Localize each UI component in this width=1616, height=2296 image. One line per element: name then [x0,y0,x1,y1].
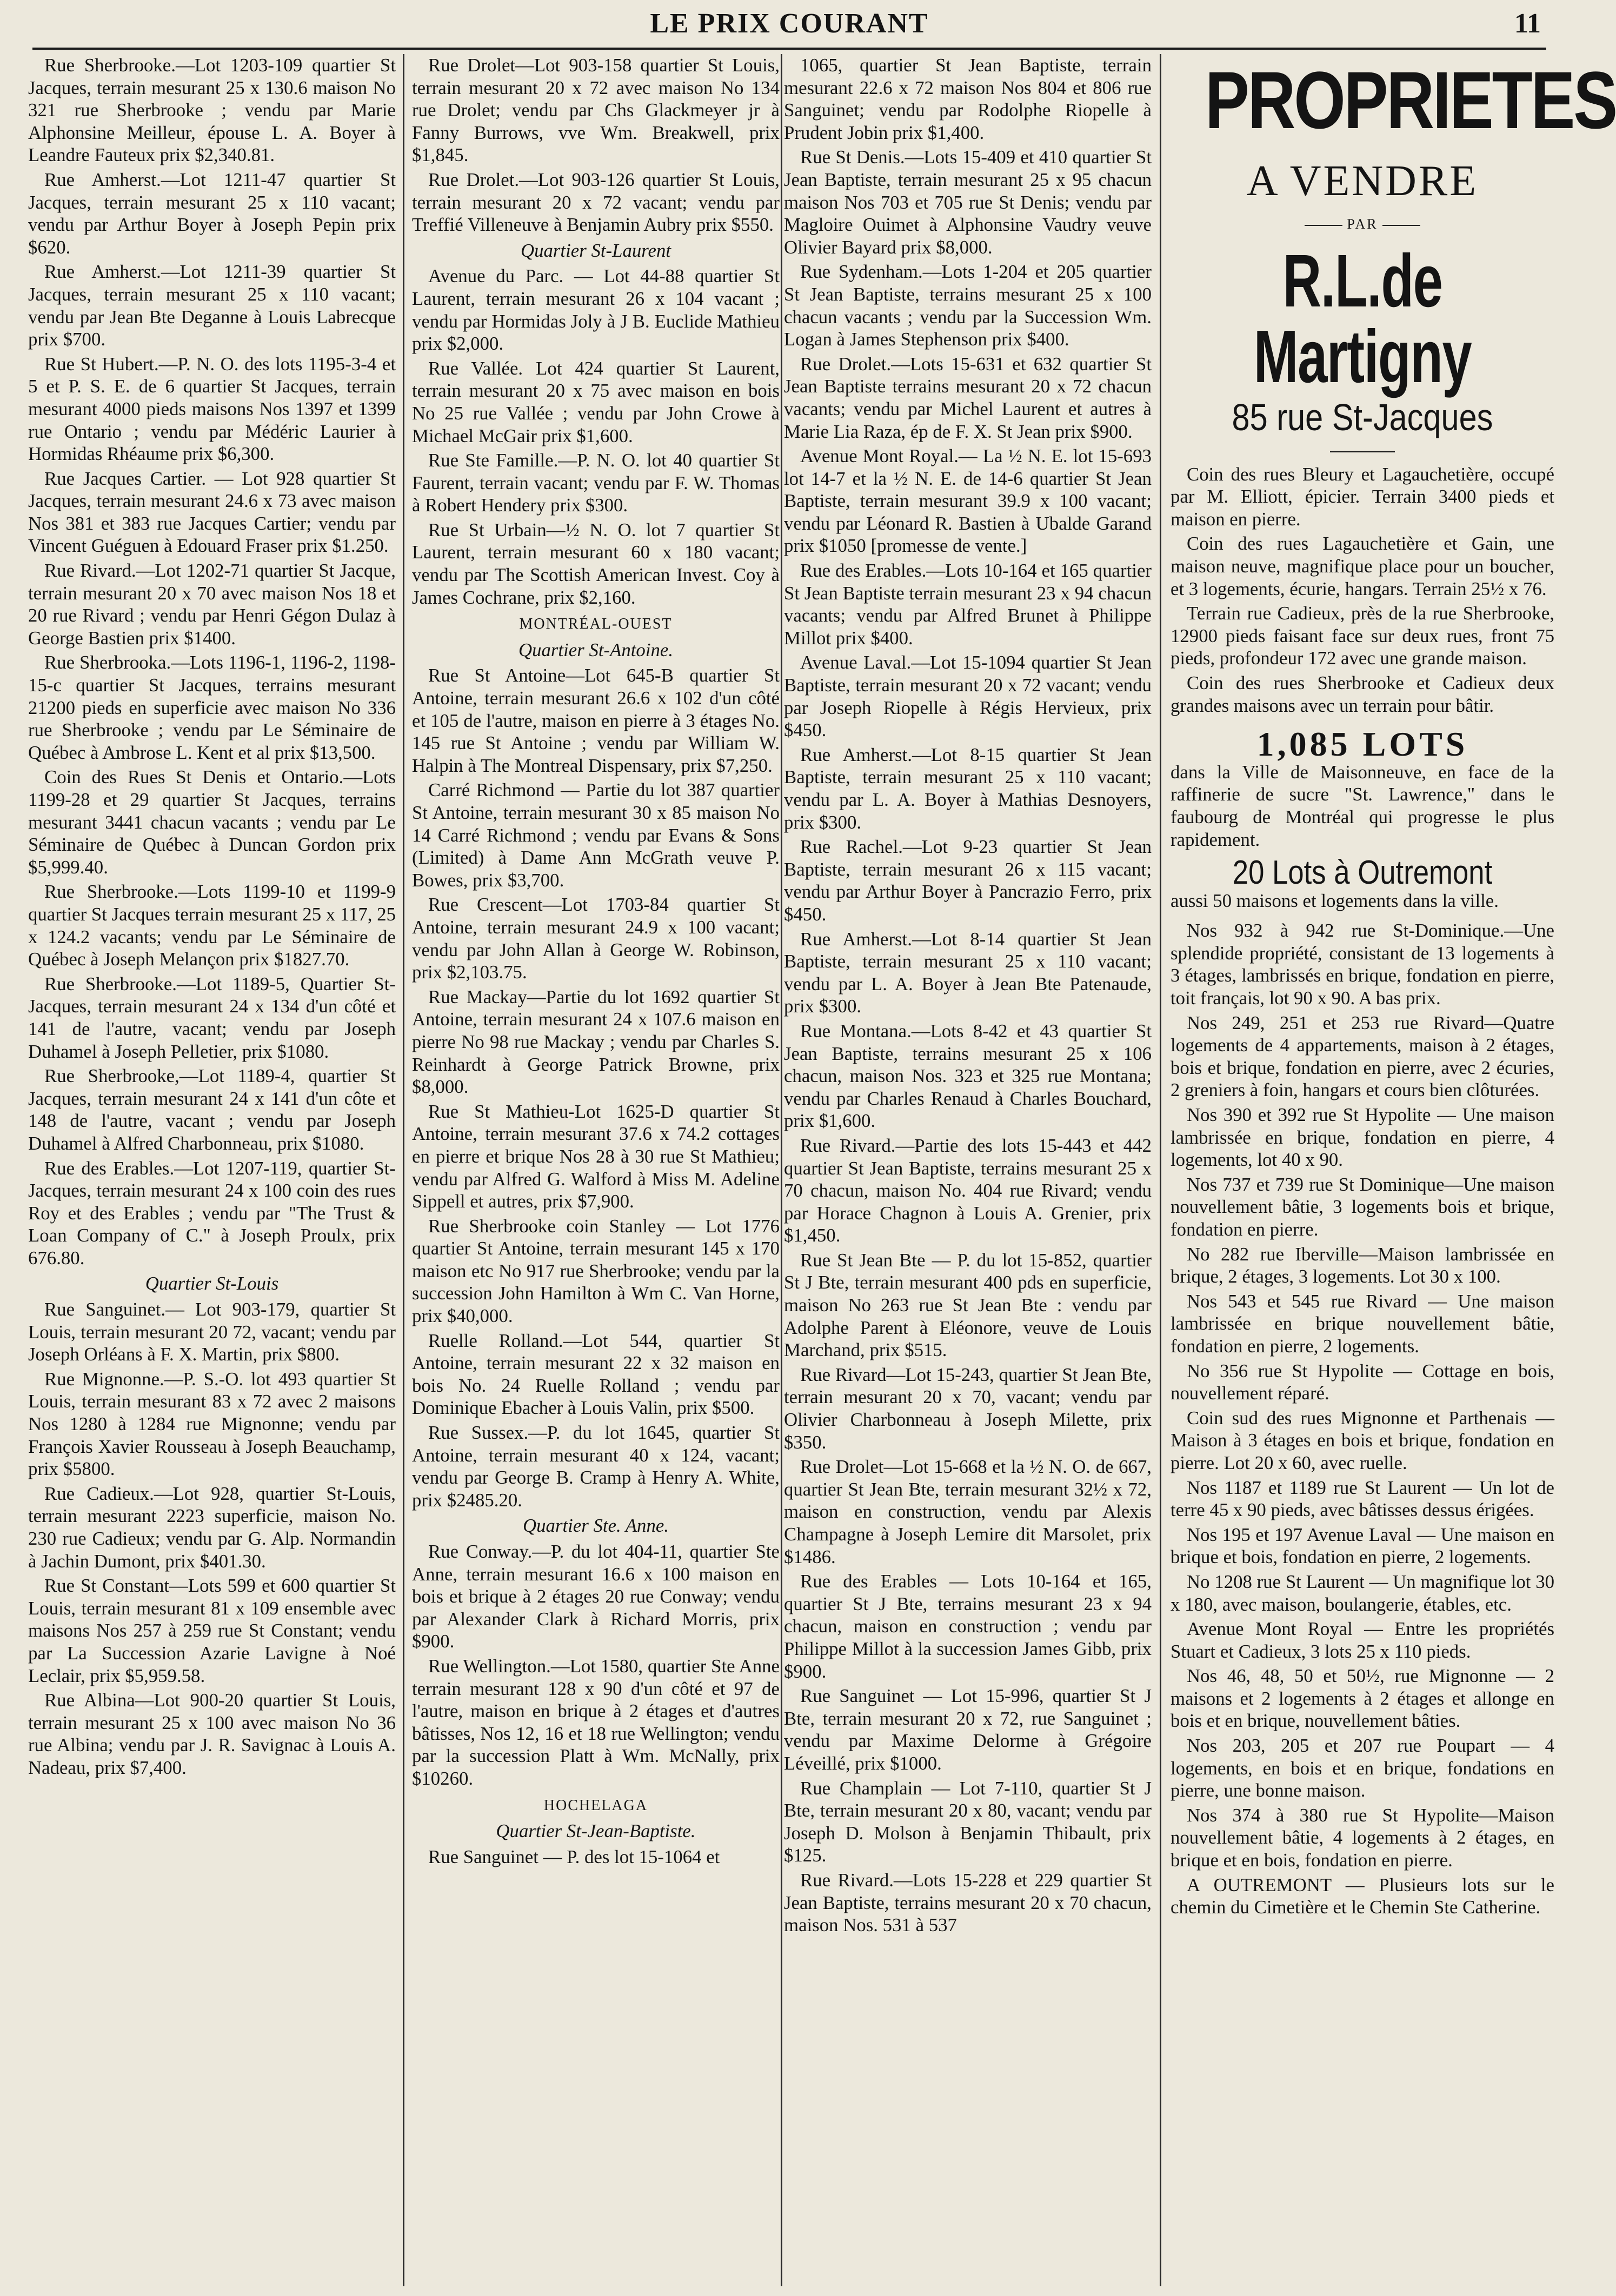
listing-entry: Rue des Erables.—Lot 1207-119, quartier St-Jacques, terrain mesurant 24 x 100 coin des rues Roy et des Erables ; vendu par "The Trust & Loan Company of C." à Joseph Proulx, prix 676.80. [28,1157,396,1269]
listing-entry: Rue Sanguinet.— Lot 903-179, quartier St Louis, terrain mesurant 20 72, vacant; vendu par Joseph Orléans à F. X. Martin, prix $800. [28,1299,396,1365]
listing-entry: Avenue du Parc. — Lot 44-88 quartier St Laurent, terrain mesurant 26 x 104 vacant ; vendu par Hormidas Joly à J B. Euclide Mathieu prix $2,000. [412,265,780,355]
advertisement-column [1171,54,1616,2286]
listing-entry: Rue Conway.—P. du lot 404-11, quartier Ste Anne, terrain mesurant 16.6 x 100 maison en bois et brique à 2 étages 20 rue Conway; vendu par Alexander Clark à Richard Morris, prix $900. [412,1541,780,1652]
section-heading: Quartier St-Louis [145,1273,279,1294]
ad-listings [1171,919,1554,1919]
listing-entry: Rue St Mathieu-Lot 1625-D quartier St Antoine, terrain mesurant 37.6 x 74.2 cottages en pierre et brique Nos 28 à 30 rue St Mathieu; vendu par Alfred G. Walford à Miss M. Adeline Sippell et autres, prix $7,900. [412,1100,780,1212]
ad-outremont-text: aussi 50 maisons et logements dans la ville. [1171,890,1499,911]
listing-entry: Ruelle Rolland.—Lot 544, quartier St Antoine, terrain mesurant 22 x 32 maison en bois No. 24 Ruelle Rolland ; vendu par Dominique Ebacher à Louis Valin, prix $500. [412,1330,780,1419]
listing-entry: Rue Amherst.—Lot 8-15 quartier St Jean Baptiste, terrain mesurant 25 x 110 vacant; vendu par L. A. Boyer à Mathias Desnoyers, prix $300. [784,744,1152,833]
listing-entry: Rue Amherst.—Lot 8-14 quartier St Jean Baptiste, terrain mesurant 25 x 110 vacant; vendu par L. A. Boyer à Jean Bte Patenaude, prix $300. [784,928,1152,1017]
newspaper-title: LE PRIX COURANT [650,8,929,39]
ad-intro-entry: Coin des rues Sherbrooke et Cadieux deux grandes maisons avec un terrain pour bâtir. [1171,672,1554,716]
ad-listing-entry: No 356 rue St Hypolite — Cottage en bois, nouvellement réparé. [1171,1360,1554,1404]
ad-intro-entry: Terrain rue Cadieux, près de la rue Sherbrooke, 12900 pieds faisant face sur deux rues, front 75 pieds, profondeur 172 avec une grande maison. [1171,603,1554,669]
listing-entry: Rue Sherbrooke,—Lot 1189-4, quartier St Jacques, terrain mesurant 24 x 141 d'un côte et 148 de l'autre, vacant ; vendu par Joseph Duhamel à Alfred Charbonneau, prix $1080. [28,1065,396,1154]
listing-entry: Rue Crescent—Lot 1703-84 quartier St Antoine, terrain mesurant 24.9 x 100 vacant; vendu par John Allan à George W. Robinson, prix $2,103.75. [412,894,780,983]
listing-entry: Rue St Antoine—Lot 645-B quartier St Antoine, terrain mesurant 26.6 x 102 d'un côté et 105 de l'autre, maison en pierre à 3 étages No. 145 rue St Antoine ; vendu par William W. Halpin à The Montreal Dispensary, prix $7,250. [412,665,780,776]
listing-entry: Rue Amherst.—Lot 1211-39 quartier St Jacques, terrain mesurant 25 x 110 vacant; vendu par Jean Bte Deganne à Louis Labrecque prix $700. [28,261,396,350]
listing-entry: 1065, quartier St Jean Baptiste, terrain mesurant 22.6 x 72 maison Nos 804 et 806 rue Sanguinet; vendu par Rodolphe Riopelle à Prudent Jobin prix $1,400. [784,55,1152,143]
listing-entry: Rue St Jean Bte — P. du lot 15-852, quartier St J Bte, terrain mesurant 400 pds en superficie, maison No 263 rue St Jean Bte : vendu par Adolphe Parent à Eléonore, veuve de Louis Marchand, prix $515. [784,1249,1152,1361]
listing-entry: Rue des Erables — Lots 10-164 et 165, quartier St J Bte, terrains mesurant 23 x 94 chacun, maison en construction ; vendu par Philippe Millot à la succession James Gibb, prix $900. [784,1571,1152,1682]
page-number: 11 [1514,8,1541,39]
listing-entry: Rue Rivard—Lot 15-243, quartier St Jean Bte, terrain mesurant 20 x 70, vacant; vendu par Olivier Charbonneau à Joseph Milette, prix $350. [784,1364,1152,1453]
ad-lots-title: 1,085 LOTS [1256,725,1468,764]
ad-listing-entry: Avenue Mont Royal — Entre les propriétés Stuart et Cadieux, 3 lots 25 x 110 pieds. [1171,1618,1554,1662]
listing-entry: Rue Sherbrooke.—Lots 1199-10 et 1199-9 quartier St Jacques terrain mesurant 25 x 117, 25 x 124.2 vacants; vendu par Le Séminaire de Québec à Joseph Melançon prix $1827.70. [28,881,396,970]
page-header [32,4,1546,50]
column-3 [784,54,1152,2286]
listing-entry: Rue Cadieux.—Lot 928, quartier St-Louis, terrain mesurant 2223 superficie, maison No. 230 rue Cadieux; vendu par G. Alp. Normandin à Jachin Dumont, prix $401.30. [28,1483,396,1572]
listing-entry: Rue Sherbrooka.—Lots 1196-1, 1196-2, 1198-15-c quartier St Jacques, terrains mesurant 21200 pieds en superficie avec maison No 336 rue Sherbrooke ; vendu par Le Séminaire de Québec à Ambrose L. Kent et al prix $13,500. [28,652,396,763]
ad-listing-entry: Nos 1187 et 1189 rue St Laurent — Un lot de terre 45 x 90 pieds, avec bâtisses dessus érigées. [1171,1477,1554,1521]
divider [1330,451,1395,452]
district-heading: HOCHELAGA [543,1797,648,1814]
listing-entry: Rue Sydenham.—Lots 1-204 et 205 quartier St Jean Baptiste, terrains mesurant 25 x 100 chacun vacants ; vendu par la Succession Wm. Logan à James Stephenson prix $400. [784,261,1152,350]
listing-entry: Carré Richmond — Partie du lot 387 quartier St Antoine, terrain mesurant 30 x 85 maison No 14 Carré Richmond ; vendu par Evans & Sons (Limited) à Dame Ann McGrath veuve P. Bowes, prix $3,700. [412,779,780,891]
listing-entry: Rue Albina—Lot 900-20 quartier St Louis, terrain mesurant 25 x 100 avec maison No 36 rue Albina; vendu par J. R. Savignac à Louis A. Nadeau, prix $7,400. [28,1690,396,1778]
column-rule [403,54,404,2286]
listing-entry: Rue Champlain — Lot 7-110, quartier St J Bte, terrain mesurant 20 x 80, vacant; vendu par Joseph D. Molson à Benjamin Thibault, prix $125. [784,1777,1152,1866]
section-heading: Quartier St-Antoine. [518,639,674,660]
ad-listing-entry: Nos 249, 251 et 253 rue Rivard—Quatre logements de 4 appartements, maison à 2 étages, bois et brique, fondation en pierre, avec 2 écuries, 2 greniers à foin, hangars et cours bien clôturées. [1171,1012,1554,1101]
listing-entry: Rue Mackay—Partie du lot 1692 quartier St Antoine, terrain mesurant 24 x 107.6 maison en pierre No 98 rue Mackay ; vendu par Charles S. Reinhardt à George Patrick Browne, prix $8,000. [412,986,780,1098]
listing-entry: Rue Jacques Cartier. — Lot 928 quartier St Jacques, terrain mesurant 24.6 x 73 avec maison Nos 381 et 383 rue Jacques Cartier; vendu par Vincent Guéguen à Edouard Fraser prix $1.250. [28,468,396,557]
ad-listing-entry: Nos 737 et 739 rue St Dominique—Une maison nouvellement bâtie, 3 logements bois et brique, fondation en pierre. [1171,1173,1554,1240]
ad-listing-entry: Nos 932 à 942 rue St-Dominique.—Une splendide propriété, consistant de 13 logements à 3 étages, lambrissés en brique, fondation en pierre, toit français, lot 90 x 90. A bas prix. [1171,920,1554,1009]
ad-address: 85 rue St-Jacques [1232,396,1493,438]
ad-intro-list [1171,463,1554,717]
listing-entry: Rue Rivard.—Lot 1202-71 quartier St Jacque, terrain mesurant 20 x 70 avec maison Nos 18 et 20 rue Rivard ; vendu par Henri Gégon Dulaz à George Bastien prix $1400. [28,560,396,649]
listing-entry: Rue St Denis.—Lots 15-409 et 410 quartier St Jean Baptiste, terrain mesurant 25 x 95 chacun maison Nos 703 et 705 rue St Denis; vendu par Magloire Ouimet à Alphonsine Vaudry veuve Olivier Bayard prix $8,000. [784,146,1152,258]
ad-listing-entry: Nos 374 à 380 rue St Hypolite—Maison nouvellement bâtie, 4 logements à 2 étages, en brique et en bois, fondation en pierre. [1171,1804,1554,1871]
district-heading: MONTRÉAL-OUEST [519,616,673,633]
listing-entry: Rue St Urbain—½ N. O. lot 7 quartier St Laurent, terrain mesurant 60 x 180 vacant; vendu par The Scottish American Invest. Coy à James Cochrane, prix $2,160. [412,519,780,608]
ad-subhead: A VENDRE [1246,157,1479,205]
column-rule [781,54,782,2286]
section-heading: Quartier St-Jean-Baptiste. [496,1820,696,1842]
listing-entry: Rue Mignonne.—P. S.-O. lot 493 quartier St Louis, terrain mesurant 83 x 72 avec 2 maisons Nos 1280 à 1284 rue Mignonne; vendu par François Xavier Rousseau à Joseph Beauchamp, prix $5800. [28,1368,396,1480]
listing-entry: Rue St Hubert.—P. N. O. des lots 1195-3-4 et 5 et P. S. E. de 6 quartier St Jacques, terrain mesurant 4000 pieds maisons Nos 1397 et 1399 rue Ontario ; vendu par Médéric Laurier à Hormidas Rhéaume prix $6,300. [28,353,396,465]
ad-headline: PROPRIETES [1205,55,1616,145]
ad-listing-entry: Nos 195 et 197 Avenue Laval — Une maison en brique et bois, fondation en pierre, 2 logements. [1171,1524,1554,1568]
ad-listing-entry: Nos 203, 205 et 207 rue Poupart — 4 logements, en bois et en brique, fondations en pierre, une bonne maison. [1171,1735,1554,1801]
listing-entry: Rue Sherbrooke.—Lot 1189-5, Quartier St-Jacques, terrain mesurant 24 x 134 d'un côté et 141 de l'autre, vacant; vendu par Joseph Duhamel à Joseph Pelletier, prix $1080. [28,973,396,1062]
listing-entry: Rue Rachel.—Lot 9-23 quartier St Jean Baptiste, terrain mesurant 26 x 115 vacant; vendu par Arthur Boyer à Pancrazio Ferro, prix $450. [784,836,1152,925]
listing-entry: Coin des Rues St Denis et Ontario.—Lots 1199-28 et 29 quartier St Jacques, terrains mesurant 3441 chacun vacants ; vendu par Le Séminaire de Québec à Duncan Gordon prix $5,999.40. [28,766,396,878]
section-heading: Quartier St-Laurent [520,239,671,261]
listing-entry: Rue Amherst.—Lot 1211-47 quartier St Jacques, terrain mesurant 25 x 110 vacant; vendu par Arthur Boyer à Joseph Pepin prix $620. [28,169,396,258]
listing-entry: Rue Ste Famille.—P. N. O. lot 40 quartier St Faurent, terrain vacant; vendu par F. W. Thomas à Robert Hendery prix $300. [412,450,780,516]
listing-entry: Rue Sherbrooke coin Stanley — Lot 1776 quartier St Antoine, terrain mesurant 145 x 170 maison etc No 917 rue Sherbrooke; vendu par la succession John Hamilton à Wm C. Van Horne, prix $40,000. [412,1215,780,1327]
listing-entry: Rue Sussex.—P. du lot 1645, quartier St Antoine, terrain mesurant 40 x 124, vacant; vendu par George B. Cramp à Henry A. White, prix $2485.20. [412,1422,780,1511]
ad-intro-entry: Coin des rues Lagauchetière et Gain, une maison neuve, magnifique place pour un boucher, et 3 logements, écurie, hangars. Terrain 25½ x 76. [1171,533,1554,599]
ad-listing-entry: A OUTREMONT — Plusieurs lots sur le chemin du Cimetière et le Chemin Ste Catherine. [1171,1874,1554,1918]
column-2 [412,54,780,2286]
listing-entry: Avenue Mont Royal.— La ½ N. E. lot 15-693 lot 14-7 et la ½ N. E. de 14-6 quartier St Jean Baptiste, terrain mesurant 39.9 x 100 vacant; vendu par Léonard R. Bastien à Ubalde Garand prix $1050 [promesse de vente.] [784,445,1152,557]
ad-intro-entry: Coin des rues Bleury et Lagauchetière, occupé par M. Elliott, épicier. Terrain 3400 pieds et maison en pierre. [1171,463,1554,530]
listing-entry: Rue Drolet.—Lot 903-126 quartier St Louis, terrain mesurant 20 x 72 vacant; vendu par Treffié Villeneuve à Benjamin Aubry prix $550. [412,169,780,236]
listing-entry: Rue Rivard.—Lots 15-228 et 229 quartier St Jean Baptiste, terrains mesurant 20 x 70 chacun, maison Nos. 531 à 537 [784,1869,1152,1936]
column-rule [1160,54,1161,2286]
ad-listing-entry: Coin sud des rues Mignonne et Parthenais — Maison à 3 étages en bois et brique, fondation en pierre. Lot 20 x 60, avec ruelle. [1171,1407,1554,1473]
listing-entry: Rue Drolet—Lot 903-158 quartier St Louis, terrain mesurant 20 x 72 avec maison No 134 rue Drolet; vendu par Chs Glackmeyer jr à Fanny Burrows, vve Wm. Breakwell, prix $1,845. [412,55,780,166]
listing-entry: Rue Wellington.—Lot 1580, quartier Ste Anne terrain mesurant 128 x 90 d'un côté et 97 de l'autre, maison en brique à 2 étages et d'autres bâtisses, Nos 12, 16 et 18 rue Wellington; vendu par la succession Platt à Wm. McNally, prix $10260. [412,1655,780,1789]
ad-par: PAR [1171,213,1554,236]
ad-outremont-title: 20 Lots à Outremont [1232,854,1493,892]
ad-lots-text: dans la Ville de Maisonneuve, en face de la raffinerie de sucre "St. Lawrence," dans le faubourg de Montréal qui progresse le plus rapidement. [1171,761,1554,850]
column-1 [28,54,396,2286]
ad-listing-entry: Nos 543 et 545 rue Rivard — Une maison lambrissée en brique nouvellement bâtie, fondation en pierre, 2 logements. [1171,1290,1554,1357]
ad-listing-entry: No 282 rue Iberville—Maison lambrissée en brique, 2 étages, 3 logements. Lot 30 x 100. [1171,1243,1554,1287]
listing-entry: Rue Sanguinet — P. des lot 15-1064 et [428,1846,720,1867]
section-heading: Quartier Ste. Anne. [523,1515,669,1537]
listing-entry: Rue des Erables.—Lots 10-164 et 165 quartier St Jean Baptiste terrain mesurant 23 x 94 chacun vacants; vendu par Alfred Brunet à Philippe Millot prix $400. [784,560,1152,649]
ad-listing-entry: Nos 46, 48, 50 et 50½, rue Mignonne — 2 maisons et 2 logements à 2 étages et allonge en bois et en brique, nouvellement bâties. [1171,1665,1554,1732]
listing-entry: Rue Drolet.—Lots 15-631 et 632 quartier St Jean Baptiste terrains mesurant 20 x 72 chacun vacants; vendu par Michel Laurent et autres à Marie Lia Raza, ép de F. X. St Jean prix $900. [784,353,1152,442]
listing-entry: Rue Rivard.—Partie des lots 15-443 et 442 quartier St Jean Baptiste, terrains mesurant 25 x 70 chacun, maison No. 404 rue Rivard; vendu par Horace Chagnon à Louis A. Grenier, prix $1,450. [784,1134,1152,1246]
listing-entry: Rue Montana.—Lots 8-42 et 43 quartier St Jean Baptiste, terrains mesurant 25 x 106 chacun, maison Nos. 323 et 325 rue Montana; vendu par Charles Renaud à Charles Bouchard, prix $1,600. [784,1020,1152,1132]
ad-listing-entry: Nos 390 et 392 rue St Hypolite — Une maison lambrissée en brique, fondation en pierre, 4 logements, lot 40 x 90. [1171,1104,1554,1171]
ad-listing-entry: No 1208 rue St Laurent — Un magnifique lot 30 x 180, avec maison, boulangerie, étables, etc. [1171,1571,1554,1615]
listing-entry: Rue Sanguinet — Lot 15-996, quartier St J Bte, terrain mesurant 20 x 72, rue Sanguinet ; vendu par Maxime Delorme à Grégoire Léveillé, prix $1000. [784,1685,1152,1774]
listing-entry: Rue St Constant—Lots 599 et 600 quartier St Louis, terrain mesurant 81 x 109 ensemble avec maisons Nos 257 à 259 rue St Constant; vendu par La Succession Azarie Lavigne à Noé Leclair, prix $5,959.58. [28,1575,396,1686]
listing-entry: Avenue Laval.—Lot 15-1094 quartier St Jean Baptiste, terrain mesurant 20 x 72 vacant; vendu par Joseph Riopelle à Régis Hervieux, prix $450. [784,652,1152,741]
listing-entry: Rue Drolet—Lot 15-668 et la ½ N. O. de 667, quartier St Jean Bte, terrain mesurant 32½ x 72, maison en construction, vendu par Alexis Champagne à Joseph Lemire dit Marsolet, prix $1486. [784,1456,1152,1567]
listing-entry: Rue Sherbrooke.—Lot 1203-109 quartier St Jacques, terrain mesurant 25 x 130.6 maison No 321 rue Sherbrooke ; vendu par Marie Alphonsine Meilleur, épouse L. A. Boyer à Leandre Fauteux prix $2,340.81. [28,55,396,166]
listing-entry: Rue Vallée. Lot 424 quartier St Laurent, terrain mesurant 20 x 75 avec maison en bois No 25 rue Vallée ; vendu par John Crowe à Michael McGair prix $1,600. [412,357,780,446]
ad-agent-name: R.L.de Martigny [1253,239,1472,398]
